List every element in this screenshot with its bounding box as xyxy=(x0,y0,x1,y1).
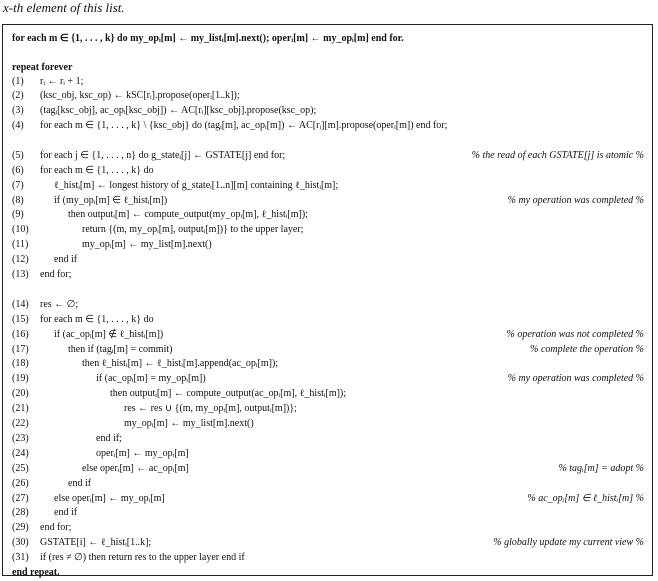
line-code: res ← res ∪ {(m, my_opᵢ[m], outputᵢ[m])}; xyxy=(124,403,297,414)
line-code: if (my_opᵢ[m] ∈ ℓ_histᵢ[m]) xyxy=(54,195,168,206)
algorithm-line xyxy=(12,431,644,447)
line-number: (12) xyxy=(12,254,29,265)
line-number: (9) xyxy=(12,209,24,220)
line-number: (24) xyxy=(12,448,29,459)
line-number: (28) xyxy=(12,507,29,518)
line-number: (19) xyxy=(12,373,29,384)
line-number: (26) xyxy=(12,478,29,489)
line-code: else operᵢ[m] ← ac_opᵢ[m] xyxy=(82,463,189,474)
algorithm-line xyxy=(12,103,644,119)
algorithm-line xyxy=(12,178,644,194)
line-code: (ksc_obj, ksc_op) ← kSC[rᵢ].propose(operᵢ[1..k]); xyxy=(40,90,240,101)
algorithm-line xyxy=(12,371,644,387)
algorithm-line xyxy=(12,416,644,432)
line-comment: % globally update my current view % xyxy=(493,537,644,548)
line-number: (8) xyxy=(12,195,24,206)
line-code: my_opᵢ[m] ← my_list[m].next() xyxy=(124,418,254,429)
line-code: end for; xyxy=(40,522,72,533)
line-code: then if (tagᵢ[m] = commit) xyxy=(68,344,173,355)
line-number: (5) xyxy=(12,150,24,161)
line-code: for each m ∈ {1, . . . , k} do xyxy=(40,165,154,176)
line-number: (27) xyxy=(12,493,29,504)
line-code: GSTATE[i] ← ℓ_histᵢ[1..k]; xyxy=(40,537,152,548)
line-number: (10) xyxy=(12,224,29,235)
line-code: if (res ≠ ∅) then return res to the upper layer end if xyxy=(40,552,245,563)
line-number: (6) xyxy=(12,165,24,176)
line-number: (3) xyxy=(12,105,24,116)
algorithm-line xyxy=(12,565,644,581)
line-code: my_opᵢ[m] ← my_list[m].next() xyxy=(82,239,212,250)
algorithm-line xyxy=(12,267,644,283)
line-comment: % my operation was completed % xyxy=(507,195,644,206)
line-number: (15) xyxy=(12,314,29,325)
algorithm-line xyxy=(12,327,644,343)
line-number: (4) xyxy=(12,120,24,131)
algorithm-line xyxy=(12,550,644,566)
algorithm-line xyxy=(12,252,644,268)
line-code: end if; xyxy=(96,433,122,444)
line-number: (25) xyxy=(12,463,29,474)
line-code: for each m ∈ {1, . . . , k} \ {ksc_obj} do (tagᵢ[m], ac_opᵢ[m]) ← AC[rᵢ][m].propose(operᵢ[m]) end for; xyxy=(40,120,448,131)
line-code: if (ac_opᵢ[m] = my_opᵢ[m]) xyxy=(96,373,206,384)
line-code: end if xyxy=(68,478,92,489)
line-code: return {(m, my_opᵢ[m], outputᵢ[m])} to the upper layer; xyxy=(82,224,304,235)
line-code: then outputᵢ[m] ← compute_output(ac_opᵢ[m], ℓ_histᵢ[m]); xyxy=(110,388,347,399)
algorithm-line xyxy=(12,207,644,223)
algorithm-line xyxy=(12,446,644,462)
algorithm-line xyxy=(12,31,644,47)
line-code: repeat forever xyxy=(12,62,73,73)
line-number: (11) xyxy=(12,239,29,250)
algorithm-line xyxy=(12,222,644,238)
algorithm-line xyxy=(12,520,644,536)
algorithm-line xyxy=(12,401,644,417)
line-code: for each j ∈ {1, . . . , n} do g_stateᵢ[j] ← GSTATE[j] end for; xyxy=(40,150,286,161)
line-number: (7) xyxy=(12,180,24,191)
algorithm-line xyxy=(12,505,644,521)
line-number: (2) xyxy=(12,90,24,101)
algorithm-line xyxy=(12,88,644,104)
line-code: rᵢ ← rᵢ + 1; xyxy=(40,76,84,87)
algorithm-line xyxy=(12,148,644,164)
line-comment: % complete the operation % xyxy=(530,344,644,355)
line-code: res ← ∅; xyxy=(40,299,79,310)
algorithm-box xyxy=(2,24,653,576)
line-comment: % ac_opᵢ[m] ∈ ℓ_histᵢ[m] % xyxy=(527,493,644,504)
algorithm-line xyxy=(12,461,644,477)
line-number: (31) xyxy=(12,552,29,563)
line-code: else operᵢ[m] ← my_opᵢ[m] xyxy=(54,493,165,504)
algorithm-line xyxy=(12,163,644,179)
line-code: end if xyxy=(54,254,78,265)
line-comment: % operation was not completed % xyxy=(506,329,644,340)
line-number: (30) xyxy=(12,537,29,548)
line-comment: % the read of each GSTATE[j] is atomic % xyxy=(471,150,644,161)
line-comment: % my operation was completed % xyxy=(507,373,644,384)
line-number: (14) xyxy=(12,299,29,310)
line-number: (16) xyxy=(12,329,29,340)
line-number: (13) xyxy=(12,269,29,280)
algorithm-line xyxy=(12,535,644,551)
line-number: (29) xyxy=(12,522,29,533)
algorithm-line xyxy=(12,386,644,402)
line-code: ℓ_histᵢ[m] ← longest history of g_stateᵢ[1..n][m] containing ℓ_histᵢ[m]; xyxy=(54,180,339,191)
line-number: (1) xyxy=(12,76,24,87)
algorithm-line xyxy=(12,476,644,492)
line-number: (17) xyxy=(12,344,29,355)
line-number: (21) xyxy=(12,403,29,414)
line-number: (23) xyxy=(12,433,29,444)
algorithm-line xyxy=(12,118,644,134)
line-code: end repeat. xyxy=(12,567,60,578)
line-number: (18) xyxy=(12,358,29,369)
line-code: (tagᵢ[ksc_obj], ac_opᵢ[ksc_obj]) ← AC[rᵢ][ksc_obj].propose(ksc_op); xyxy=(40,105,317,116)
line-code: end if xyxy=(54,507,78,518)
line-code: operᵢ[m] ← my_opᵢ[m] xyxy=(96,448,189,459)
line-number: (20) xyxy=(12,388,29,399)
intro-text: x-th element of this list. xyxy=(3,0,125,15)
line-code: end for; xyxy=(40,269,72,280)
line-code: for each m ∈ {1, . . . , k} do my_opᵢ[m] ← my_listᵢ[m].next(); operᵢ[m] ← my_opᵢ[m] end for. xyxy=(12,33,404,44)
algorithm-line xyxy=(12,237,644,253)
line-code: then ℓ_histᵢ[m] ← ℓ_histᵢ[m].append(ac_opᵢ[m]); xyxy=(82,358,279,369)
algorithm-line xyxy=(12,297,644,313)
algorithm-line xyxy=(12,356,644,372)
line-code: then outputᵢ[m] ← compute_output(my_opᵢ[m], ℓ_histᵢ[m]); xyxy=(68,209,308,220)
line-code: for each m ∈ {1, . . . , k} do xyxy=(40,314,154,325)
line-number: (22) xyxy=(12,418,29,429)
line-comment: % tagᵢ[m] = adopt % xyxy=(558,463,644,474)
algorithm-line xyxy=(12,312,644,328)
line-code: if (ac_opᵢ[m] ∉ ℓ_histᵢ[m]) xyxy=(54,329,164,340)
